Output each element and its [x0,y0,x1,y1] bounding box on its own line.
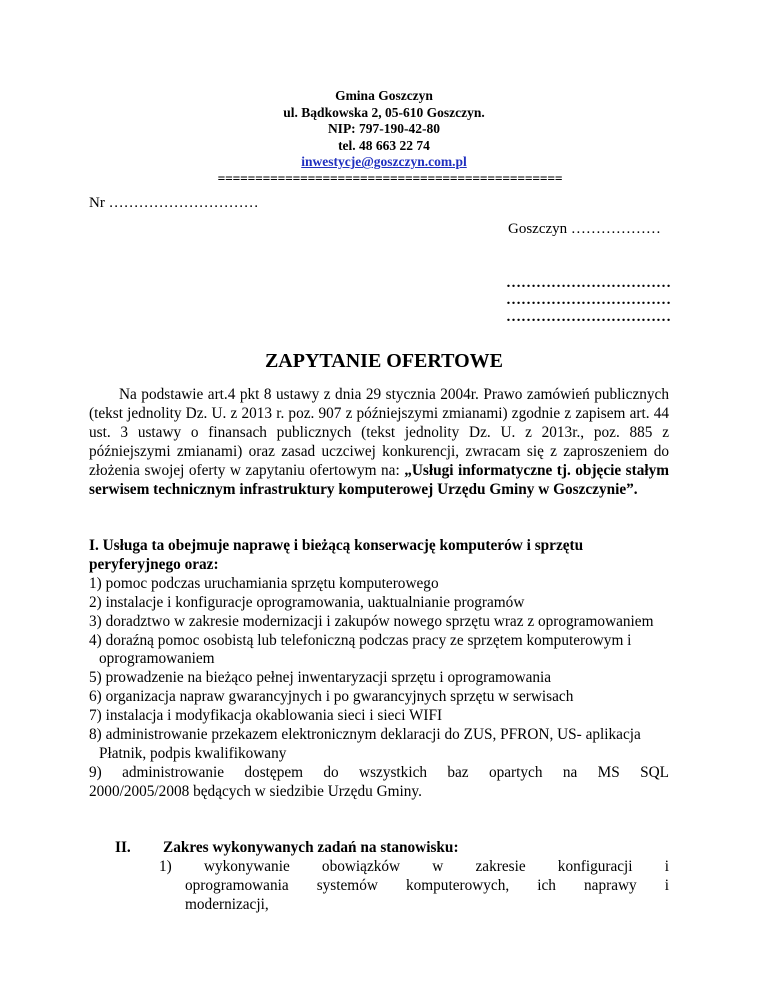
recipient-line: …………………………… [506,309,671,325]
recipient-line: …………………………… [506,292,671,308]
list-item: 3) doradztwo w zakresie modernizacji i zakupów nowego sprzętu wraz z oprogramowaniem [89,612,654,630]
list-item: 1) pomoc podczas uruchamiania sprzętu komputerowego [89,574,439,592]
sub-item-line: oprogramowania systemów komputerowych, ich naprawy i [185,876,669,894]
letterhead [0,88,768,188]
org-name: Gmina Goszczyn [335,88,433,103]
document-number: Nr ………………………… [89,195,259,211]
list-item: 6) organizacja napraw gwarancyjnych i po gwarancyjnych sprzętu w serwisach [89,688,574,706]
sub-item-line: 1) wykonywanie obowiązków w zakresie konfiguracji i [159,858,669,875]
recipient-line: …………………………… [506,275,671,291]
intro-text: Na podstawie art.4 pkt 8 ustawy z dnia 29 stycznia 2004r. Prawo zamówień publicznych (tekst jednolity Dz. U. z 2013 r. poz. 907 z późniejszymi zmianami) zgodnie z zapisem art. 44 ust. 3 ustawy o finansach publicznych (tekst jednolity Dz. U. z 2013r., poz. 885 z późniejszymi zmianami) oraz zasad uczciwej konkurencji, zwracam się z zaproszeniem do złożenia swojej oferty w zapytaniu ofertowym na: [89,386,669,479]
header-divider: ============================================== [217,170,563,186]
place-and-date: Goszczyn ……………… [508,221,661,237]
intro-paragraph [89,386,669,499]
org-email-link[interactable]: inwestycje@goszczyn.com.pl [301,154,467,170]
org-phone: tel. 48 663 22 74 [338,137,430,153]
section-2-number: II. [115,839,131,856]
list-item-9-line-1: 9) administrowanie dostępem do wszystkich baz opartych na MS SQL [89,763,669,781]
section-1-heading: I. Usługa ta obejmuje naprawę i bieżącą konserwację komputerów i sprzętu peryferyjnego oraz: [89,537,584,573]
sub-item-line: modernizacji, [185,895,269,913]
list-item: 5) prowadzenie na bieżąco pełnej inwentaryzacji sprzętu i oprogramowania [89,669,552,687]
org-nip: NIP: 797-190-42-80 [327,121,441,137]
section-2-item [159,858,669,915]
org-address: ul. Bądkowska 2, 05-610 Goszczyn. [283,104,485,120]
intro-subject: „Usługi informatyczne tj. objęcie stałym serwisem technicznym infrastruktury komputerowej Urzędu Gminy w Goszczynie”. [89,461,669,498]
section-2-heading [89,839,669,858]
list-item: 7) instalacja i modyfikacja okablowania sieci i sieci WIFI [89,707,443,725]
list-item: 2) instalacje i konfiguracje oprogramowania, uaktualnianie programów [89,593,525,611]
document-title: ZAPYTANIE OFERTOWE [264,350,504,372]
list-item: 4) doraźną pomoc osobistą lub telefoniczną podczas pracy ze sprzętem komputerowym i oprogramowaniem [89,631,632,668]
section-1 [89,537,669,802]
section-2 [89,839,669,915]
recipient-address-block [506,275,671,326]
section-2-title: Zakres wykonywanych zadań na stanowisku: [163,839,459,856]
list-item: 8) administrowanie przekazem elektronicznym deklaracji do ZUS, PFRON, US- aplikacja Płatnik, podpis kwalifikowany [89,726,641,762]
list-item-9-line-2: 2000/2005/2008 będących w siedzibie Urzędu Gminy. [89,782,422,800]
